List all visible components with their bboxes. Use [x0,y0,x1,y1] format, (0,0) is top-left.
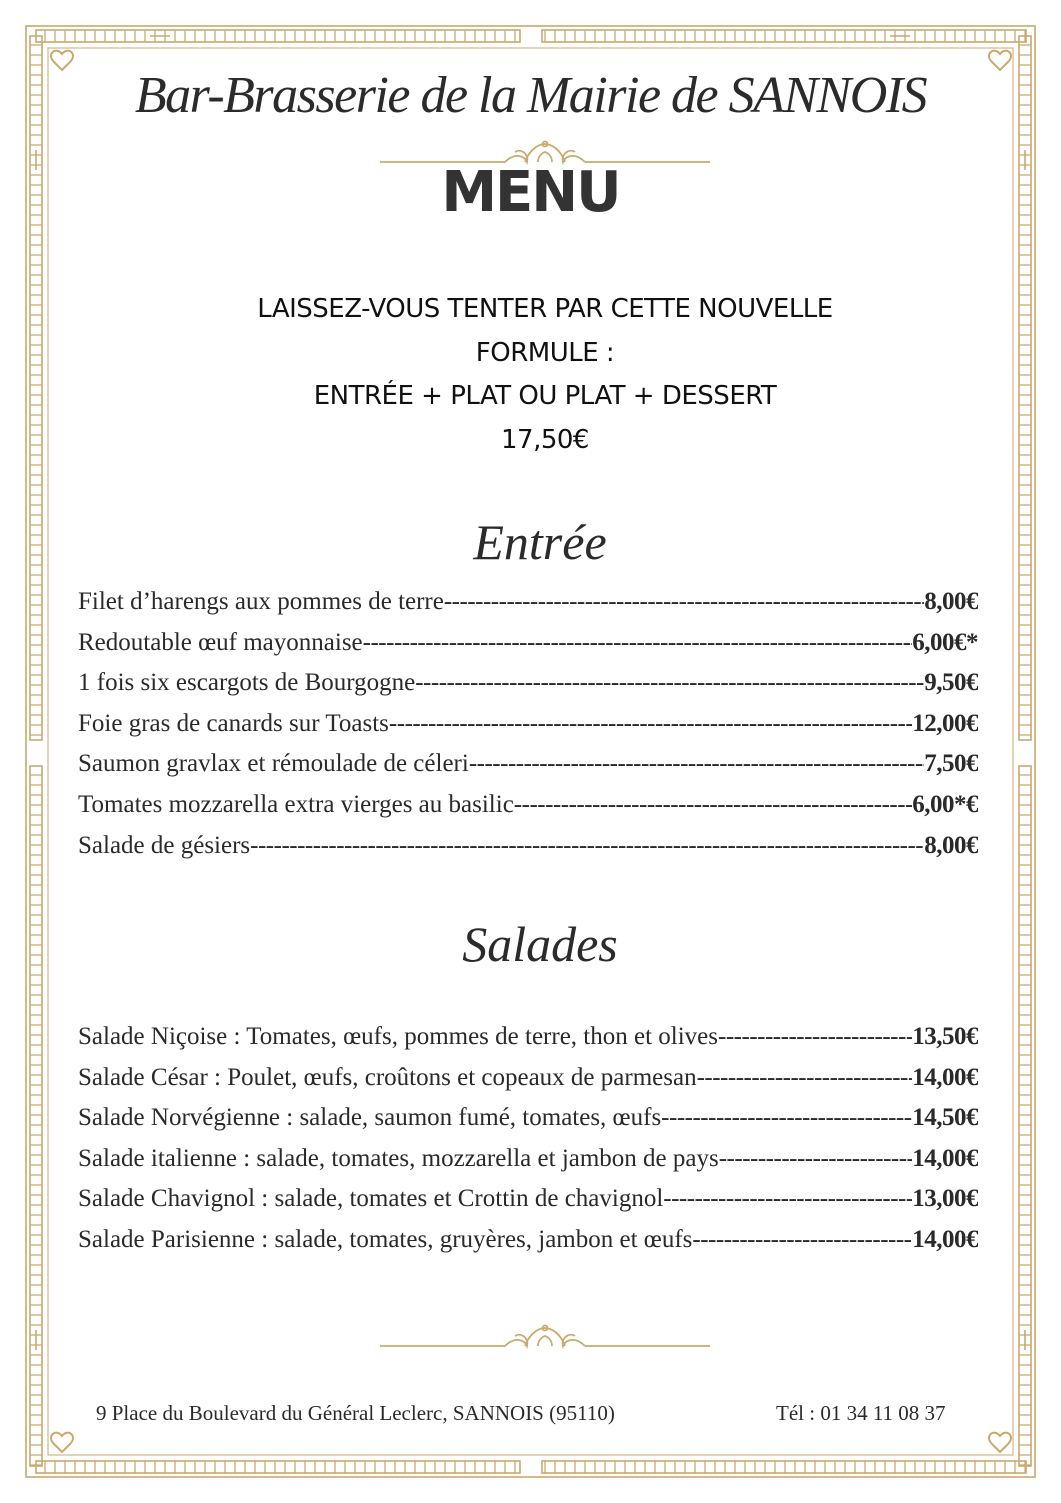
footer-phone: Tél : 01 34 11 08 37 [776,1401,946,1425]
item-name: Saumon gravlax et rémoulade de céleri [78,750,469,778]
leader-dots [469,750,924,778]
leader-dots [692,1226,912,1254]
promo-formula [0,288,1061,462]
leader-dots [389,710,912,738]
menu-item [78,1145,978,1186]
flourish-ornament-icon [380,1322,710,1362]
item-price: 13,00€ [912,1185,978,1213]
menu-item [78,588,978,629]
item-price: 13,50€ [912,1023,978,1050]
leader-dots [661,1104,912,1132]
menu-item [78,1185,978,1226]
item-name: Salade de gésiers [78,831,251,859]
leader-dots [250,832,924,860]
menu-item [78,629,978,670]
leader-dots [719,1145,913,1173]
item-name: Salade italienne : salade, tomates, mozzarella et jambon de pays [78,1144,719,1172]
leader-dots [663,1185,912,1213]
item-name: Foie gras de canards sur Toasts [78,709,389,737]
promo-line: LAISSEZ-VOUS TENTER PAR CETTE NOUVELLE [257,294,833,324]
menu-item [78,1023,978,1064]
item-price: 14,00€ [912,1063,978,1091]
leader-dots [444,588,924,616]
section-title-salades: Salades [462,916,618,972]
item-price: 9,50€ [924,669,978,697]
entree-list [78,588,978,872]
item-price: 8,00€ [924,588,978,615]
section-title-entree: Entrée [473,514,607,570]
item-name: Salade César : Poulet, œufs, croûtons et copeaux de parmesan [78,1063,697,1091]
item-price: 12,00€ [912,709,978,737]
item-name: Salade Norvégienne : salade, saumon fumé, tomates, œufs [78,1104,662,1132]
promo-line: ENTRÉE + PLAT OU PLAT + DESSERT [313,381,777,411]
menu-heading: MENU [441,160,620,225]
item-price: 14,50€ [912,1104,978,1132]
item-price: 6,00€* [912,628,978,656]
menu-item [78,1064,978,1105]
menu-item [78,832,978,873]
item-price: 14,00€ [912,1144,978,1172]
item-name: Redoutable œuf mayonnaise [78,628,363,656]
menu-item [78,1104,978,1145]
menu-item [78,1226,978,1267]
menu-item [78,669,978,710]
item-price: 8,00€ [924,831,978,859]
item-name: Salade Chavignol : salade, tomates et Crottin de chavignol [78,1185,664,1213]
promo-price: 17,50€ [501,424,589,455]
item-name: Filet d’harengs aux pommes de terre [78,588,444,615]
item-name: Salade Niçoise : Tomates, œufs, pommes de terre, thon et olives [78,1023,719,1050]
item-price: 7,50€ [924,750,978,778]
item-name: 1 fois six escargots de Bourgogne [78,669,416,697]
menu-item [78,791,978,832]
item-price: 6,00*€ [912,790,978,818]
salades-list [78,1023,978,1267]
footer-address: 9 Place du Boulevard du Général Leclerc, SANNOIS (95110) [96,1401,615,1425]
item-name: Tomates mozzarella extra vierges au basilic [78,790,514,818]
menu-item [78,710,978,751]
leader-dots [697,1064,913,1092]
item-name: Salade Parisienne : salade, tomates, gruyères, jambon et œufs [78,1225,693,1253]
restaurant-title: Bar-Brasserie de la Mairie de SANNOIS [134,67,927,124]
promo-line: FORMULE : [475,337,615,368]
menu-item [78,750,978,791]
leader-dots [415,669,924,697]
leader-dots [718,1023,912,1051]
leader-dots [514,791,912,819]
leader-dots [363,629,913,657]
item-price: 14,00€ [912,1225,978,1253]
